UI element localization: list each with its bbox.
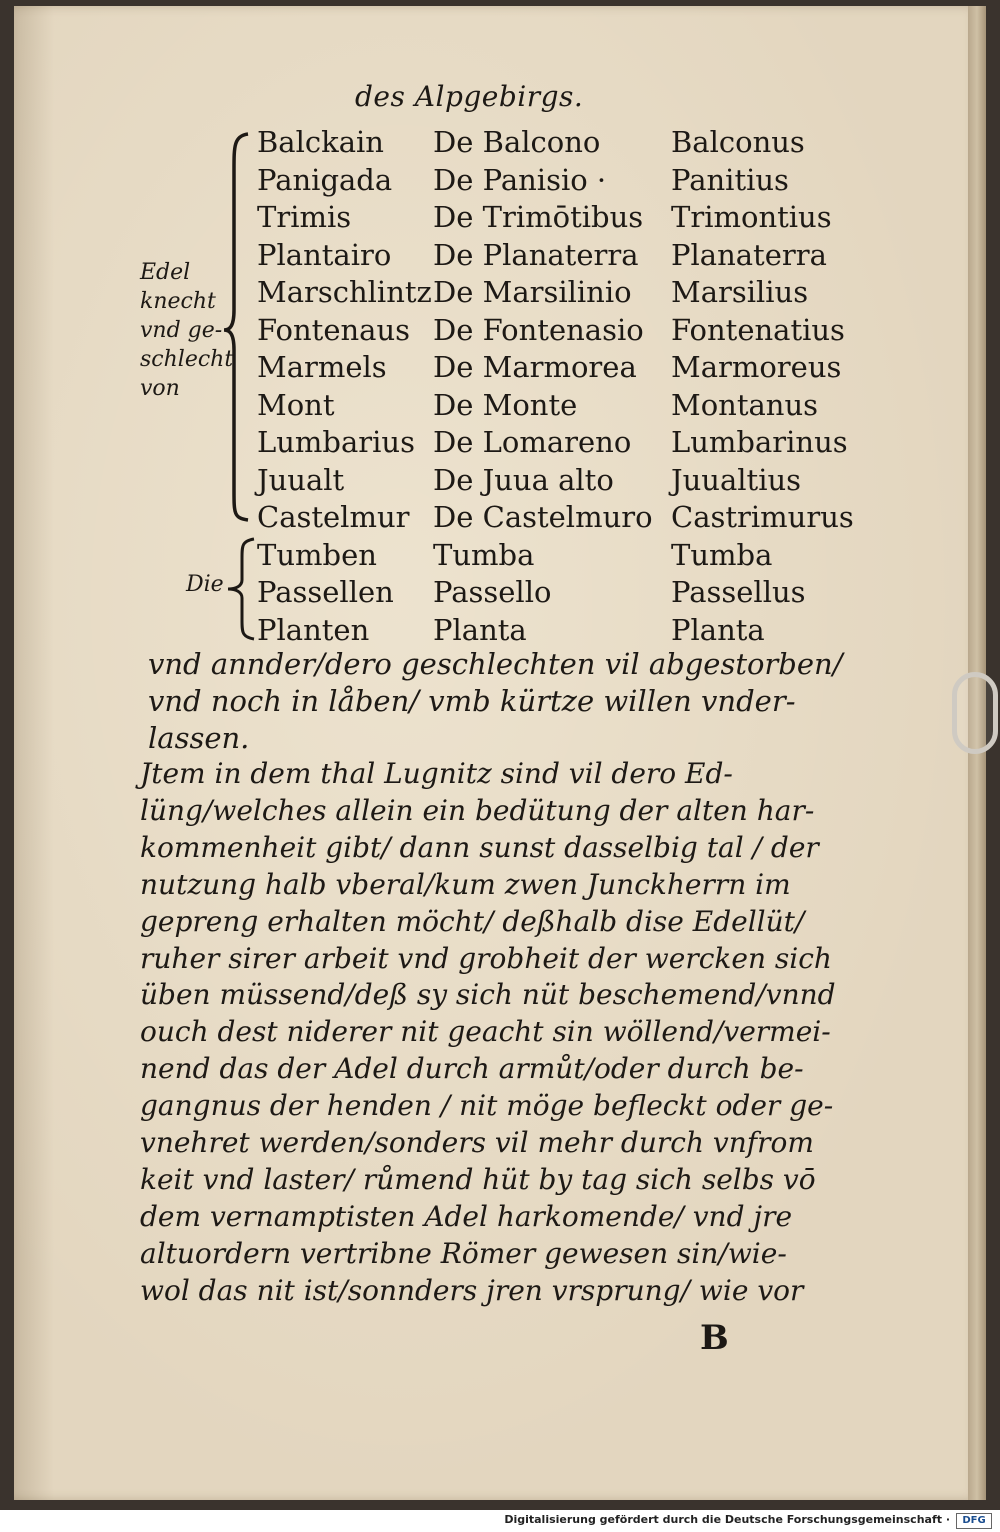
text-line: wol das nit ist/sonnders jren vrsprung/ wie vor xyxy=(140,1273,804,1307)
latin-origin: De Trimōtibus xyxy=(433,200,644,234)
latin-origin: De Monte xyxy=(433,387,578,422)
german-name: Passellen xyxy=(257,575,394,609)
funding-notice: Digitalisierung gefördert durch die Deutsche Forschungsgemeinschaft · xyxy=(504,1513,950,1526)
running-header: des Alpgebirgs. xyxy=(355,80,584,113)
text-line: ouch dest niderer nit geacht sin wöllend/vermei- xyxy=(140,1015,831,1049)
text-line: Jtem in dem thal Lugnitz sind vil dero Ed- xyxy=(140,757,733,790)
footer-bar xyxy=(0,1510,1000,1532)
text-line: lassen. xyxy=(148,721,250,755)
text-line: gangnus der henden / nit möge befleckt oder ge- xyxy=(140,1089,834,1123)
text-line: vnehret werden/sonders vil mehr durch vnfrom xyxy=(140,1126,814,1160)
text-line: lüng/welches allein ein bedütung der alten har- xyxy=(140,793,815,827)
latin-origin: Tumba xyxy=(433,537,535,572)
latin-name: Marsilius xyxy=(671,275,809,309)
latin-origin: De Marmorea xyxy=(433,350,637,384)
latin-origin: De Lomareno xyxy=(433,425,632,459)
latin-name: Juualtius xyxy=(671,462,802,497)
side-label xyxy=(140,258,233,403)
latin-name: Planaterra xyxy=(671,237,827,272)
latin-name: Lumbarinus xyxy=(671,425,848,459)
latin-origin: Planta xyxy=(433,612,527,647)
text-line: nend das der Adel durch armůt/oder durch be- xyxy=(140,1052,804,1086)
german-name: Planten xyxy=(257,612,370,647)
text-line: vnd noch in låben/ vmb kürtze willen vnder- xyxy=(148,684,796,718)
side-label-line: Edel xyxy=(140,260,191,285)
side-label-line: knecht xyxy=(140,289,216,314)
text-line: altuordern vertribne Römer gewesen sin/wie- xyxy=(140,1236,787,1270)
page-clip xyxy=(952,672,998,754)
side-label-line: von xyxy=(140,376,180,401)
brace-die xyxy=(226,536,256,642)
latin-name: Castrimurus xyxy=(671,500,854,534)
text-line: keit vnd laster/ růmend hüt by tag sich selbs vō xyxy=(140,1162,816,1196)
german-name: Juualt xyxy=(257,462,345,497)
german-name: Mont xyxy=(257,387,335,422)
latin-origin: Passello xyxy=(433,575,552,609)
latin-origin: De Juua alto xyxy=(433,462,614,497)
text-line: dem vernamptisten Adel harkomende/ vnd jre xyxy=(140,1199,793,1233)
german-name: Lumbarius xyxy=(257,425,415,459)
catchword: B xyxy=(700,1318,729,1358)
latin-name: Fontenatius xyxy=(671,312,845,347)
latin-name: Balconus xyxy=(671,125,805,159)
german-name: Fontenaus xyxy=(257,312,411,347)
text-line: gepreng erhalten möcht/ deßhalb dise Edellüt/ xyxy=(140,904,805,938)
latin-origin: De Panisio · xyxy=(433,162,607,197)
die-label: Die xyxy=(186,572,224,597)
latin-name: Panitius xyxy=(671,162,789,197)
paragraph-lugnitz xyxy=(140,756,836,1310)
german-name: Plantairo xyxy=(257,237,392,272)
text-line: ruher sirer arbeit vnd grobheit der wercken sich xyxy=(140,941,832,975)
latin-name: Trimontius xyxy=(671,200,832,234)
text-line: nutzung halb vberal/kum zwen Junckherrn im xyxy=(140,867,791,901)
latin-name: Planta xyxy=(671,612,765,647)
paragraph-continuation xyxy=(148,646,843,757)
latin-name: Tumba xyxy=(671,537,773,572)
german-name: Marmels xyxy=(257,350,387,384)
german-name: Panigada xyxy=(257,162,393,197)
german-name: Marschlintz xyxy=(257,275,432,309)
latin-origin: De Marsilinio xyxy=(433,275,632,309)
side-label-line: schlecht xyxy=(140,347,234,372)
text-line: vnd annder/dero geschlechten vil abgestorben/ xyxy=(148,647,843,681)
german-name: Balckain xyxy=(257,125,384,159)
german-name: Trimis xyxy=(257,200,352,234)
text-line: kommenheit gibt/ dann sunst dasselbig tal / der xyxy=(140,830,819,864)
latin-name: Montanus xyxy=(671,387,819,422)
latin-origin: De Planaterra xyxy=(433,237,639,272)
latin-origin: De Castelmuro xyxy=(433,500,653,534)
text-line: üben müssend/deß sy sich nüt beschemend/vnnd xyxy=(140,978,836,1012)
dfg-logo-icon: DFG xyxy=(956,1513,992,1529)
german-name: Castelmur xyxy=(257,500,410,534)
latin-name: Marmoreus xyxy=(671,350,842,384)
side-label-line: vnd ge- xyxy=(140,318,223,343)
latin-name: Passellus xyxy=(671,575,806,609)
latin-origin: De Balcono xyxy=(433,125,601,159)
german-name: Tumben xyxy=(257,537,377,572)
latin-origin: De Fontenasio xyxy=(433,312,644,347)
